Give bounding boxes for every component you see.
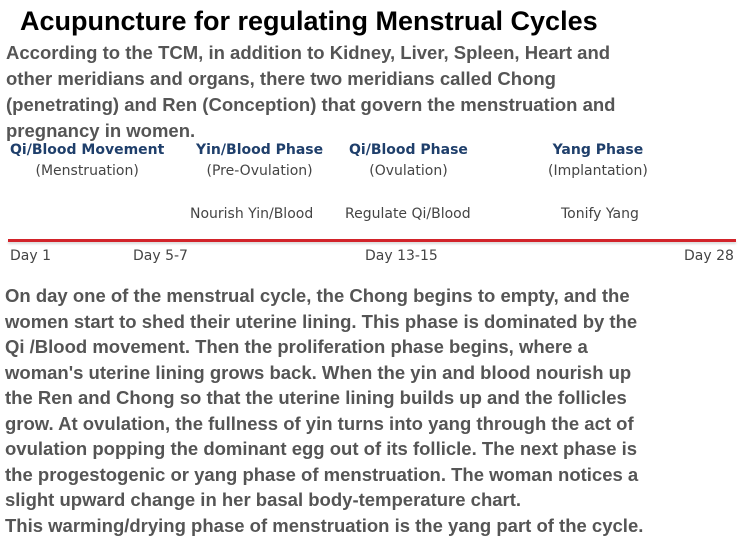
body-paragraph bbox=[5, 283, 747, 538]
intro-paragraph bbox=[6, 40, 746, 144]
intro-line: pregnancy in women. bbox=[6, 120, 196, 141]
intro-line: According to the TCM, in addition to Kidney, Liver, Spleen, Heart and bbox=[6, 42, 611, 63]
body-line: ovulation popping the dominant egg out of its follicle. The next phase is bbox=[5, 438, 638, 459]
body-line: woman's uterine lining grows back. When the yin and blood nourish up bbox=[5, 361, 632, 383]
day-label: Day 1 bbox=[10, 248, 52, 264]
cycle-timeline bbox=[8, 239, 736, 242]
body-line: grow. At ovulation, the fullness of yin turns into yang through the act of bbox=[5, 412, 634, 434]
cycle-diagram bbox=[0, 138, 747, 273]
action-tonify: Tonify Yang bbox=[561, 206, 639, 222]
intro-line: other meridians and organs, there two meridians called Chong bbox=[6, 68, 556, 89]
phase-subtitle: (Pre-Ovulation) bbox=[206, 163, 313, 179]
phase-name: Yin/Blood Phase bbox=[196, 142, 324, 158]
body-line: Qi /Blood movement. Then the proliferation phase begins, where a bbox=[5, 336, 588, 357]
body-line: the progestogenic or yang phase of menstruation. The woman notices a bbox=[5, 463, 639, 485]
action-nourish: Nourish Yin/Blood bbox=[190, 206, 314, 222]
page-title: Acupuncture for regulating Menstrual Cycles bbox=[20, 6, 598, 36]
phase-subtitle: (Implantation) bbox=[548, 163, 648, 179]
intro-line: (penetrating) and Ren (Conception) that govern the menstruation and bbox=[6, 94, 616, 115]
body-line: This warming/drying phase of menstruation is the yang part of the cycle. bbox=[5, 514, 644, 536]
phase-subtitle: (Ovulation) bbox=[369, 163, 448, 179]
phase-name: Qi/Blood Movement bbox=[10, 142, 165, 158]
phase-subtitle: (Menstruation) bbox=[35, 163, 139, 179]
phase-ovulation bbox=[349, 142, 468, 179]
day-label: Day 5-7 bbox=[133, 248, 188, 264]
day-label: Day 28 bbox=[684, 248, 734, 264]
body-line: On day one of the menstrual cycle, the Chong begins to empty, and the bbox=[5, 285, 630, 306]
action-regulate: Regulate Qi/Blood bbox=[345, 206, 471, 222]
phase-implantation bbox=[548, 142, 648, 179]
phase-menstruation bbox=[10, 142, 164, 179]
body-line: slight upward change in her basal body-temperature chart. bbox=[5, 489, 522, 510]
phase-pre-ovulation bbox=[196, 142, 323, 179]
phase-name: Qi/Blood Phase bbox=[349, 142, 468, 158]
body-line: the Ren and Chong so that the uterine lining builds up and the follicles bbox=[5, 387, 627, 408]
body-line: women start to shed their uterine lining. This phase is dominated by the bbox=[5, 310, 638, 332]
phase-name: Yang Phase bbox=[552, 142, 644, 158]
day-label: Day 13-15 bbox=[365, 248, 438, 264]
